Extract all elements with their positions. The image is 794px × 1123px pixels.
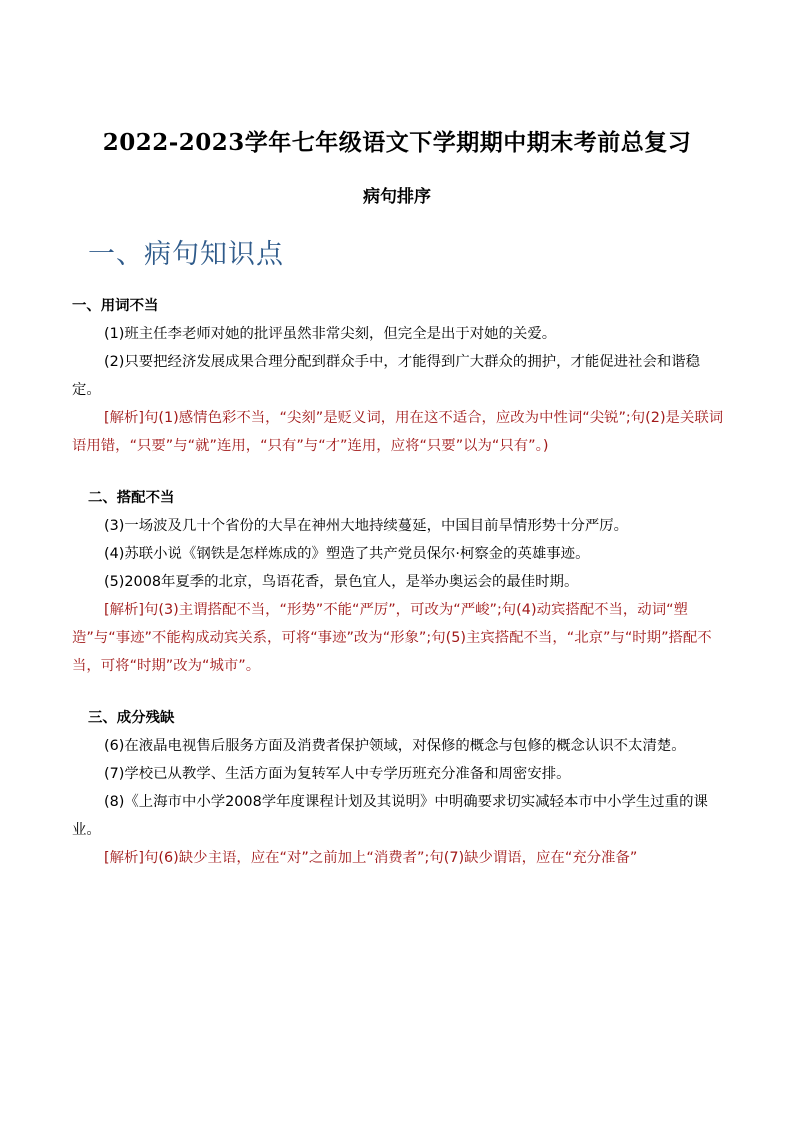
analysis-paragraph-2: [解析]句(3)主谓搭配不当，“形势”不能“严厉”，可改为“严峻”;句(4)动宾搭配不当，动词“塑造”与“事迹”不能构成动宾关系，可将“事迹”改为“形象”;句(5)主宾搭配不当，“北京”与“时期”搭配不当，可将“时期”改为“城市”。 [72,602,712,674]
section-title-missing-component: 三、成分残缺 [88,710,175,726]
analysis-paragraph-1: [解析]句(1)感情色彩不当，“尖刻”是贬义词，用在这不适合，应改为中性词“尖锐”;句(2)是关联词语用错，“只要”与“就”连用，“只有”与“才”连用，应将“只要”以为“只有”。) [72,410,724,454]
section-title-wrong-word: 一、用词不当 [72,298,159,314]
body-text [72,292,724,872]
example-sentence-8: (8)《上海市中小学2008学年度课程计划及其说明》中明确要求切实减轻本市中小学生过重的课业。 [72,794,708,838]
example-sentence-1: (1)班主任李老师对她的批评虽然非常尖刻，但完全是出于对她的关爱。 [104,326,557,342]
section-heading: 一、病句知识点 [88,239,284,270]
example-sentence-7: (7)学校已从教学、生活方面为复转军人中专学历班充分准备和周密安排。 [104,766,571,782]
example-sentence-3: (3)一场波及几十个省份的大旱在神州大地持续蔓延，中国目前旱情形势十分严厉。 [104,518,629,534]
example-sentence-4: (4)苏联小说《钢铁是怎样炼成的》塑造了共产党员保尔·柯察金的英雄事迹。 [104,546,590,562]
section-title-mismatch: 二、搭配不当 [88,490,175,506]
example-sentence-6: (6)在液晶电视售后服务方面及消费者保护领域，对保修的概念与包修的概念认识不太清楚。 [104,738,686,754]
example-sentence-2: (2)只要把经济发展成果合理分配到群众手中，才能得到广大群众的拥护，才能促进社会和谐稳定。 [72,354,701,398]
document-title: 2022-2023学年七年级语文下学期期中期末考前总复习 [102,129,692,156]
analysis-paragraph-3: [解析]句(6)缺少主语，应在“对”之前加上“消费者”;句(7)缺少谓语，应在“充分准备” [104,850,638,866]
example-sentence-5: (5)2008年夏季的北京，鸟语花香，景色宜人，是举办奥运会的最佳时期。 [104,574,579,590]
document-subtitle: 病句排序 [363,187,431,207]
